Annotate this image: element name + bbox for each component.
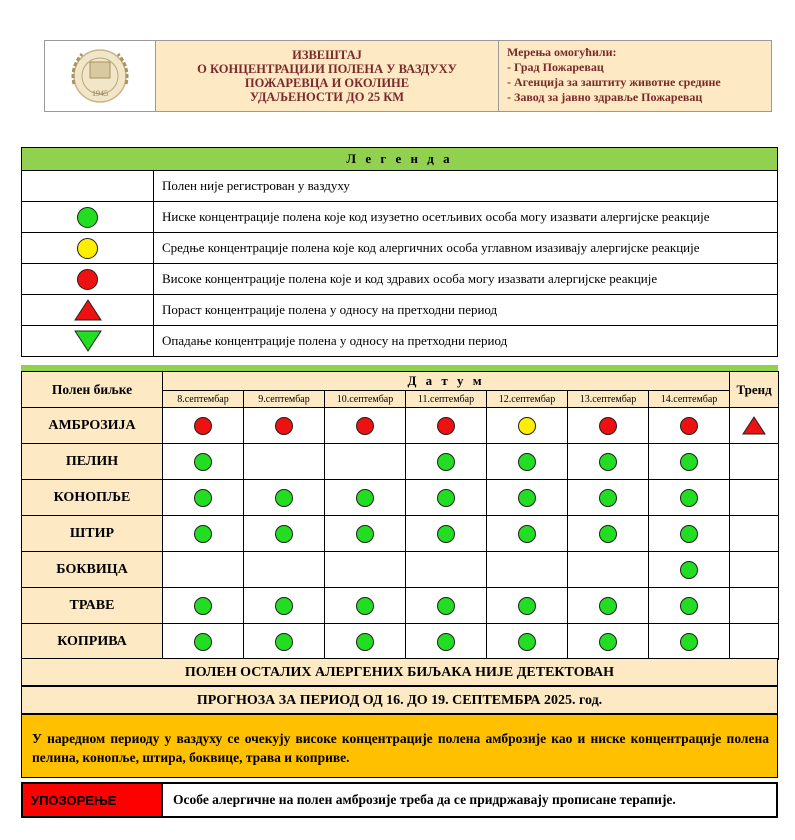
green-dot-icon (194, 525, 212, 543)
green-dot-icon (194, 597, 212, 615)
green-dot-icon (599, 633, 617, 651)
red-dot-icon (680, 417, 698, 435)
concentration-cell (487, 408, 568, 444)
report-header (44, 40, 772, 112)
table-row (22, 588, 779, 624)
concentration-cell (487, 552, 568, 588)
green-dot-icon (518, 453, 536, 471)
trend-cell (730, 516, 779, 552)
green-dot-icon (437, 489, 455, 507)
table-row (22, 516, 779, 552)
credit-item: - Завод за јавно здравље Пожаревац (507, 90, 703, 104)
green-dot-icon (356, 597, 374, 615)
title-line: ИЗВЕШТАЈ (292, 48, 362, 62)
green-dot-icon (518, 525, 536, 543)
date-column-header: Д а т у м (163, 372, 730, 391)
concentration-cell (649, 444, 730, 480)
trend-cell (730, 552, 779, 588)
concentration-cell (649, 624, 730, 660)
concentration-cell (406, 444, 487, 480)
svg-text:1945: 1945 (92, 89, 108, 98)
table-row (22, 552, 779, 588)
concentration-cell (244, 624, 325, 660)
concentration-cell (163, 588, 244, 624)
green-dot-icon (437, 525, 455, 543)
concentration-cell (568, 480, 649, 516)
plant-column-header: Полен биљке (22, 372, 163, 408)
table-row (22, 444, 779, 480)
legend-title: Л е г е н д а (22, 148, 778, 171)
concentration-cell (568, 552, 649, 588)
red-dot-icon (599, 417, 617, 435)
red-up-triangle-icon (742, 416, 766, 435)
title-line: ПОЖАРЕВЦА И ОКОЛИНЕ (244, 76, 410, 90)
concentration-cell (406, 408, 487, 444)
concentration-cell (325, 624, 406, 660)
trend-cell (730, 624, 779, 660)
green-dot-icon (437, 597, 455, 615)
concentration-cell (406, 624, 487, 660)
green-down-triangle-icon (74, 330, 102, 352)
yellow-dot-icon (518, 417, 536, 435)
concentration-cell (325, 588, 406, 624)
concentration-cell (163, 516, 244, 552)
legend-text: Ниске концентрације полена које код изузетно осетљивих особа могу изазвати алергијске реакције (154, 202, 778, 233)
trend-cell (730, 408, 779, 444)
legend-symbol-empty (22, 171, 154, 202)
green-dot-icon (356, 489, 374, 507)
concentration-cell (406, 552, 487, 588)
concentration-cell (325, 516, 406, 552)
green-dot-icon (680, 489, 698, 507)
legend-text: Опадање концентрације полена у односу на претходни период (154, 326, 778, 357)
institute-logo (45, 41, 156, 111)
legend-row (22, 326, 778, 357)
concentration-cell (649, 552, 730, 588)
concentration-cell (487, 624, 568, 660)
plant-name: ПЕЛИН (22, 444, 163, 480)
red-dot-icon (275, 417, 293, 435)
pollen-table (21, 371, 779, 660)
concentration-cell (325, 480, 406, 516)
green-dot-icon (680, 561, 698, 579)
plant-name: КОНОПЉЕ (22, 480, 163, 516)
concentration-cell (244, 408, 325, 444)
legend-table (21, 147, 778, 357)
warning-text: Особе алергичне на полен амброзије треба да се придржавају прописане терапије. (173, 792, 676, 807)
title-line: УДАЉЕНОСТИ ДО 25 КМ (249, 90, 405, 104)
concentration-cell (163, 408, 244, 444)
legend-text: Полен није регистрован у ваздуху (154, 171, 778, 202)
laurel-logo-icon (60, 44, 140, 108)
green-dot-icon (77, 207, 98, 228)
concentration-cell (568, 444, 649, 480)
concentration-cell (568, 624, 649, 660)
plant-name: БОКВИЦА (22, 552, 163, 588)
trend-cell (730, 588, 779, 624)
concentration-cell (244, 444, 325, 480)
green-dot-icon (680, 525, 698, 543)
concentration-cell (163, 444, 244, 480)
green-dot-icon (194, 453, 212, 471)
concentration-cell (487, 588, 568, 624)
concentration-cell (163, 624, 244, 660)
green-dot-icon (356, 633, 374, 651)
legend-text: Средње концентрације полена које код алергичних особа углавном изазивају алергијске реакције (154, 233, 778, 264)
concentration-cell (244, 588, 325, 624)
green-dot-icon (518, 597, 536, 615)
plant-name: КОПРИВА (22, 624, 163, 660)
green-dot-icon (194, 489, 212, 507)
concentration-cell (487, 444, 568, 480)
date-cell: 9.септембар (244, 391, 325, 408)
green-dot-icon (275, 489, 293, 507)
green-dot-icon (518, 489, 536, 507)
green-dot-icon (275, 597, 293, 615)
concentration-cell (649, 516, 730, 552)
table-row (22, 408, 779, 444)
green-dot-icon (194, 633, 212, 651)
red-dot-icon (194, 417, 212, 435)
concentration-cell (568, 588, 649, 624)
legend-row (22, 264, 778, 295)
red-dot-icon (437, 417, 455, 435)
concentration-cell (244, 480, 325, 516)
trend-cell (730, 480, 779, 516)
concentration-cell (244, 516, 325, 552)
forecast-title: ПРОГНОЗА ЗА ПЕРИОД ОД 16. ДО 19. СЕПТЕМБРА 2025. год. (21, 686, 778, 714)
plant-name: ТРАВЕ (22, 588, 163, 624)
forecast-text: У наредном периоду у ваздуху се очекују високе концентрације полена амброзије као и ниске концентрације полена пелина, конопље, штира, боквице, трава и коприве. (21, 714, 778, 778)
legend-row (22, 171, 778, 202)
credit-item: - Град Пожаревац (507, 60, 604, 74)
green-dot-icon (275, 633, 293, 651)
trend-column-header: Тренд (730, 372, 779, 408)
concentration-cell (649, 408, 730, 444)
red-up-triangle-icon (74, 299, 102, 321)
concentration-cell (487, 480, 568, 516)
legend-text: Високе концентрације полена које и код здравих особа могу изазвати алергијске реакције (154, 264, 778, 295)
date-cell: 8.септембар (163, 391, 244, 408)
legend-text: Пораст концентрације полена у односу на претходни период (154, 295, 778, 326)
credits-title: Мерења омогућили: (507, 45, 617, 59)
concentration-cell (649, 480, 730, 516)
table-row (22, 624, 779, 660)
legend-row (22, 295, 778, 326)
yellow-dot-icon (77, 238, 98, 259)
green-dot-icon (599, 489, 617, 507)
concentration-cell (406, 516, 487, 552)
concentration-cell (163, 480, 244, 516)
measurement-credits (499, 41, 771, 111)
concentration-cell (649, 588, 730, 624)
green-dot-icon (599, 597, 617, 615)
red-dot-icon (356, 417, 374, 435)
green-dot-icon (437, 633, 455, 651)
green-dot-icon (599, 453, 617, 471)
concentration-cell (325, 444, 406, 480)
date-cell: 14.септембар (649, 391, 730, 408)
trend-cell (730, 444, 779, 480)
plant-name: АМБРОЗИЈА (22, 408, 163, 444)
green-dot-icon (518, 633, 536, 651)
green-dot-icon (680, 453, 698, 471)
green-dot-icon (680, 633, 698, 651)
concentration-cell (568, 408, 649, 444)
green-dot-icon (356, 525, 374, 543)
concentration-cell (244, 552, 325, 588)
concentration-cell (487, 516, 568, 552)
date-cell: 11.септембар (406, 391, 487, 408)
plant-name: ШТИР (22, 516, 163, 552)
table-row (22, 480, 779, 516)
warning-label: УПОЗОРЕЊЕ (23, 784, 163, 816)
other-pollen-note: ПОЛЕН ОСТАЛИХ АЛЕРГЕНИХ БИЉАКА НИЈЕ ДЕТЕКТОВАН (21, 658, 778, 686)
credit-item: - Агенција за заштиту животне средине (507, 75, 721, 89)
green-dot-icon (275, 525, 293, 543)
concentration-cell (163, 552, 244, 588)
green-dot-icon (437, 453, 455, 471)
warning-box (21, 782, 778, 818)
date-cell: 10.септембар (325, 391, 406, 408)
legend-row (22, 202, 778, 233)
red-dot-icon (77, 269, 98, 290)
report-title (156, 41, 499, 111)
concentration-cell (325, 408, 406, 444)
date-cell: 12.септембар (487, 391, 568, 408)
date-cell: 13.септембар (568, 391, 649, 408)
legend-row (22, 233, 778, 264)
green-dot-icon (599, 525, 617, 543)
green-dot-icon (680, 597, 698, 615)
concentration-cell (568, 516, 649, 552)
title-line: О КОНЦЕНТРАЦИЈИ ПОЛЕНА У ВАЗДУХУ (197, 62, 457, 76)
concentration-cell (325, 552, 406, 588)
concentration-cell (406, 588, 487, 624)
concentration-cell (406, 480, 487, 516)
